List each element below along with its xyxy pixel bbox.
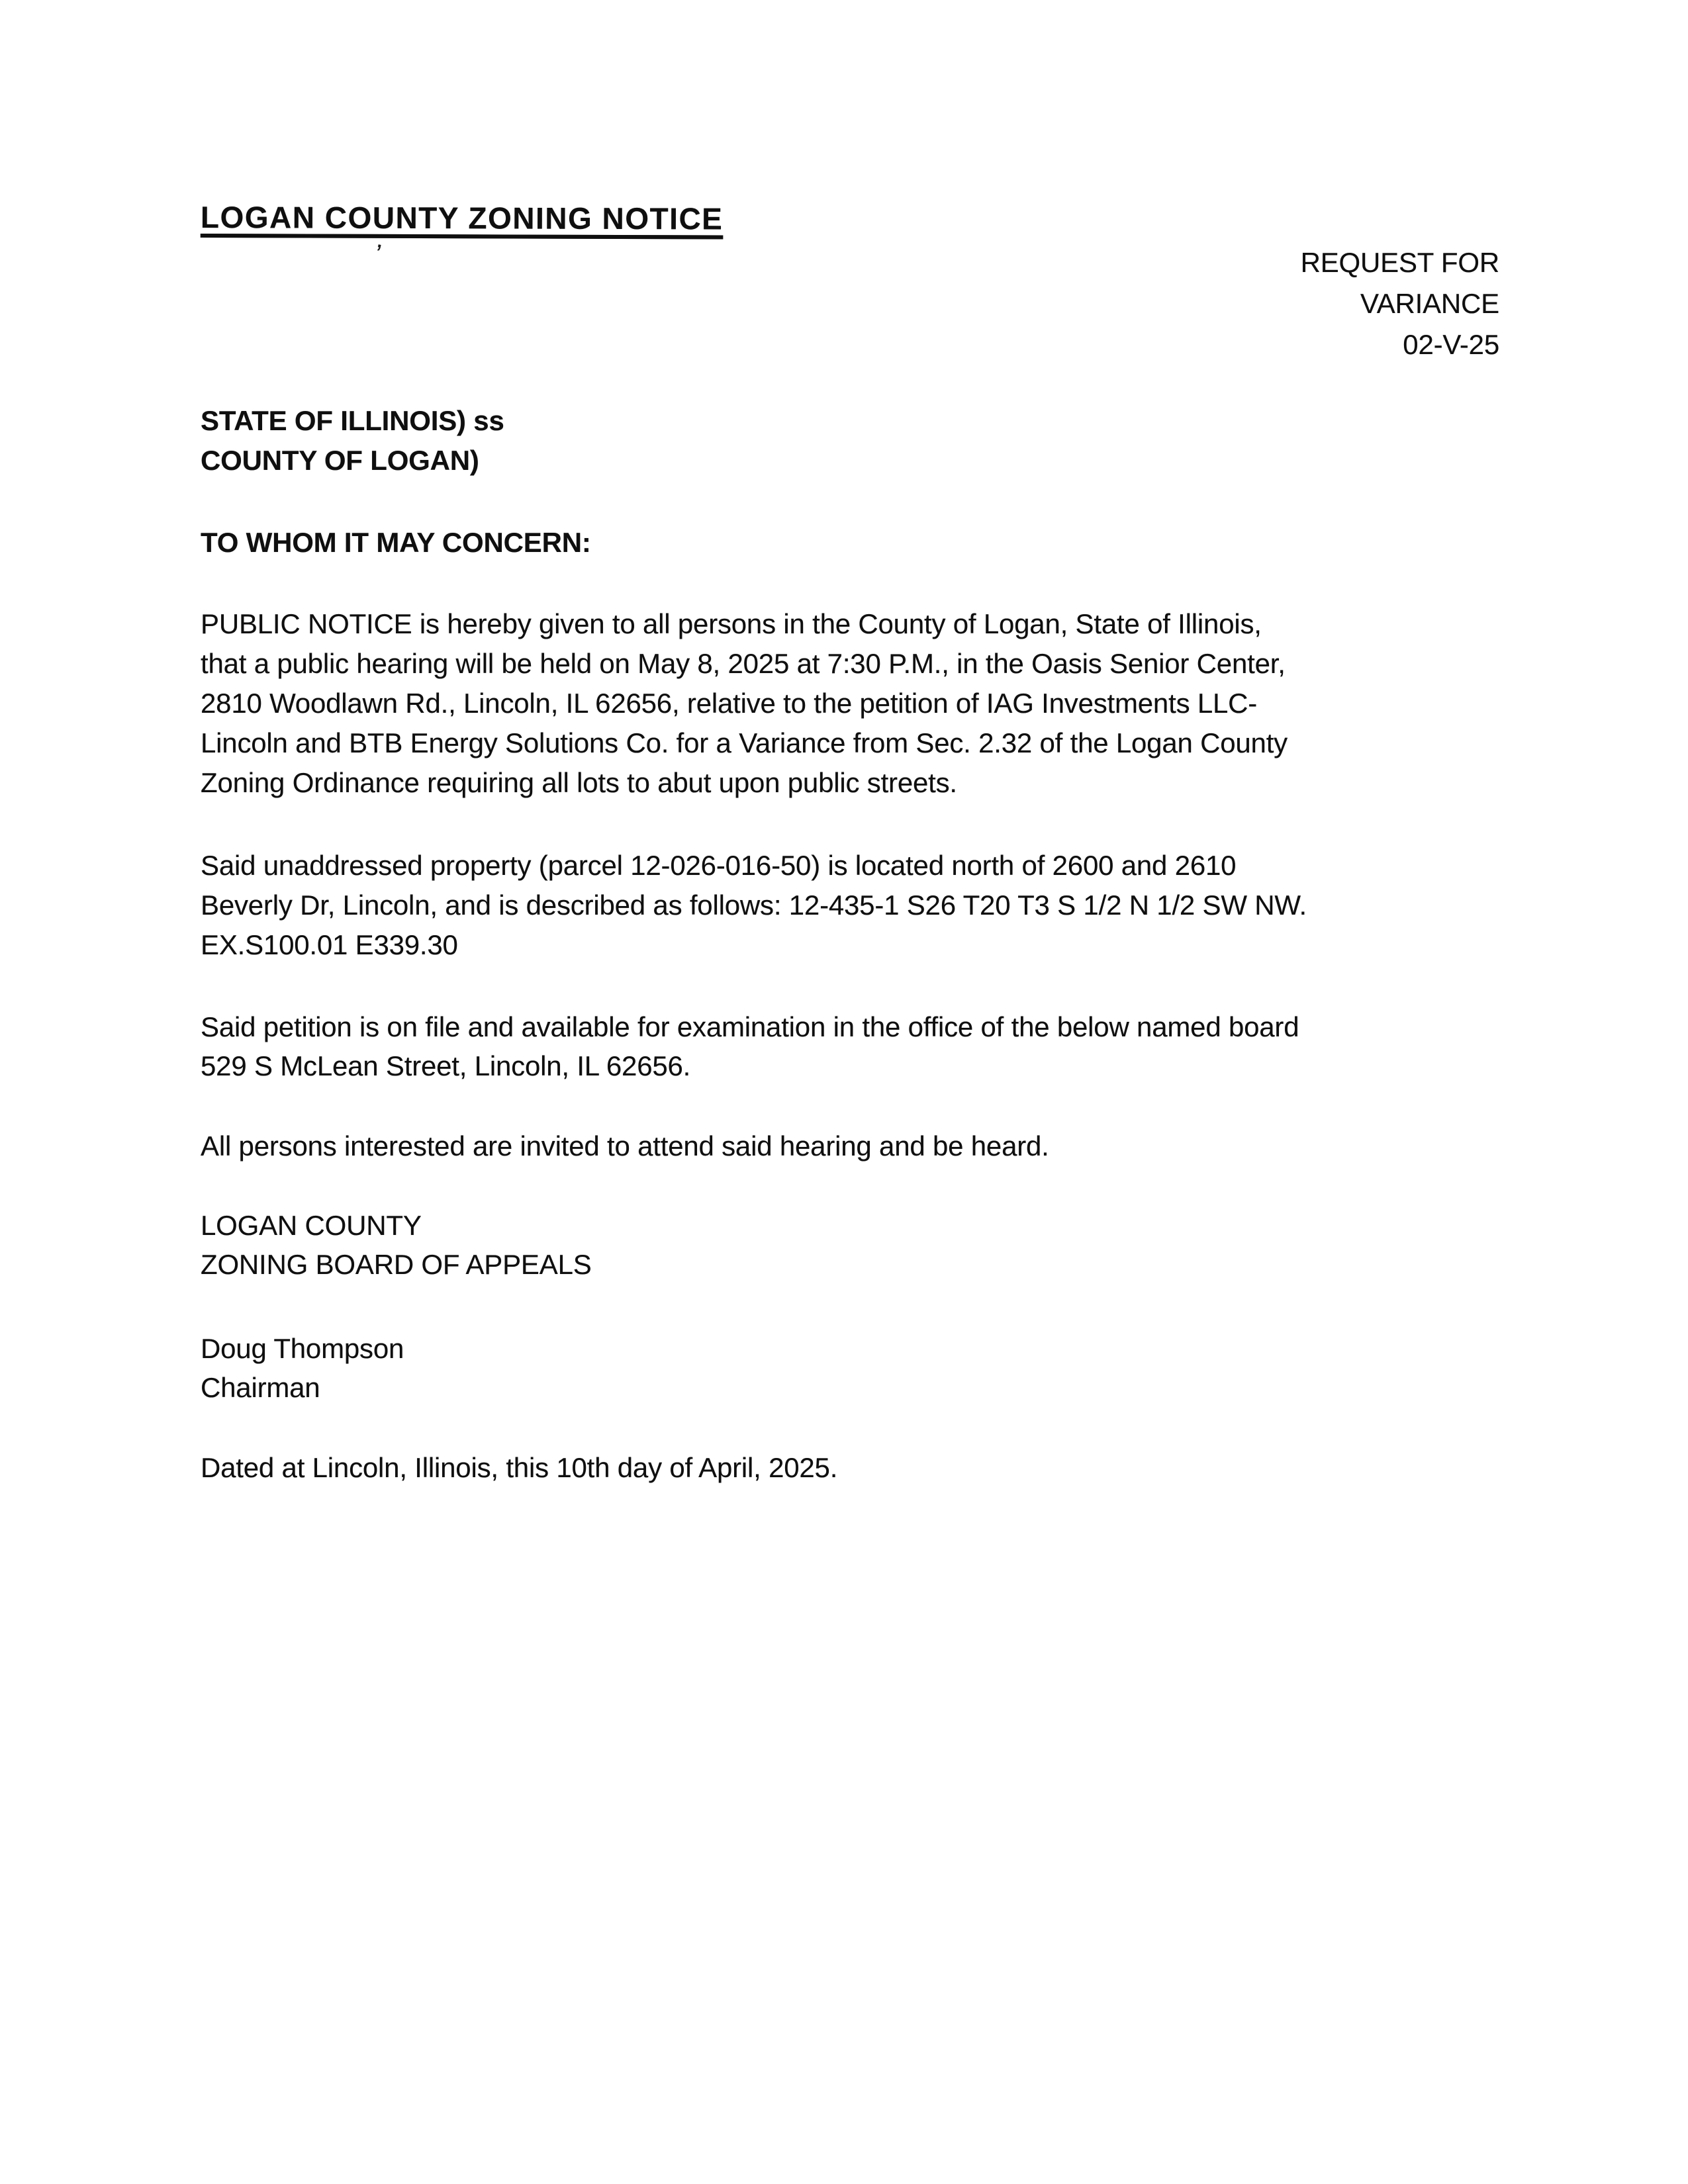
jurat-block	[201, 401, 504, 480]
request-for-line: REQUEST FOR	[1300, 247, 1499, 278]
paragraph-line: Lincoln and BTB Energy Solutions Co. for a Variance from Sec. 2.32 of the Logan County	[201, 727, 1288, 758]
property-description-paragraph	[201, 846, 1307, 965]
paragraph-line: that a public hearing will be held on May 8, 2025 at 7:30 P.M., in the Oasis Senior Center,	[201, 648, 1286, 679]
paragraph-line: Beverly Dr, Lincoln, and is described as follows: 12-435-1 S26 T20 T3 S 1/2 N 1/2 SW NW.	[201, 889, 1307, 921]
board-name-line: LOGAN COUNTY	[201, 1210, 422, 1241]
paragraph-line: 529 S McLean Street, Lincoln, IL 62656.	[201, 1050, 691, 1081]
case-number: 02-V-25	[1403, 329, 1499, 360]
board-name-line: ZONING BOARD OF APPEALS	[201, 1249, 592, 1280]
jurat-state-line: STATE OF ILLINOIS) ss	[201, 405, 504, 436]
paragraph-line: PUBLIC NOTICE is hereby given to all persons in the County of Logan, State of Illinois,	[201, 608, 1262, 639]
salutation: TO WHOM IT MAY CONCERN:	[201, 527, 591, 558]
variance-line: VARIANCE	[1360, 288, 1499, 319]
public-notice-paragraph	[201, 604, 1288, 803]
scan-stray-mark: ’	[371, 239, 384, 269]
paragraph-line: 2810 Woodlawn Rd., Lincoln, IL 62656, relative to the petition of IAG Investments LLC-	[201, 688, 1258, 719]
petition-on-file-paragraph	[201, 1007, 1299, 1085]
notice-title-block	[201, 197, 724, 238]
signer-name: Doug Thompson	[201, 1333, 404, 1364]
signature-block	[201, 1329, 404, 1407]
invitation-paragraph	[201, 1126, 1049, 1166]
paragraph-line: Zoning Ordinance requiring all lots to abut upon public streets.	[201, 767, 957, 798]
dated-line: Dated at Lincoln, Illinois, this 10th day of April, 2025.	[201, 1452, 838, 1483]
paragraph-line: EX.S100.01 E339.30	[201, 929, 458, 960]
paragraph-line: Said unaddressed property (parcel 12-026-016-50) is located north of 2600 and 2610	[201, 850, 1237, 881]
notice-title: LOGAN COUNTY ZONING NOTICE	[200, 199, 724, 236]
signer-title: Chairman	[201, 1372, 320, 1403]
issuing-board-block	[201, 1206, 592, 1284]
paragraph-line: All persons interested are invited to attend said hearing and be heard.	[201, 1130, 1049, 1161]
case-reference-block	[1301, 242, 1499, 365]
paragraph-line: Said petition is on file and available for examination in the office of the below named board	[201, 1011, 1299, 1042]
jurat-county-line: COUNTY OF LOGAN)	[201, 445, 479, 476]
